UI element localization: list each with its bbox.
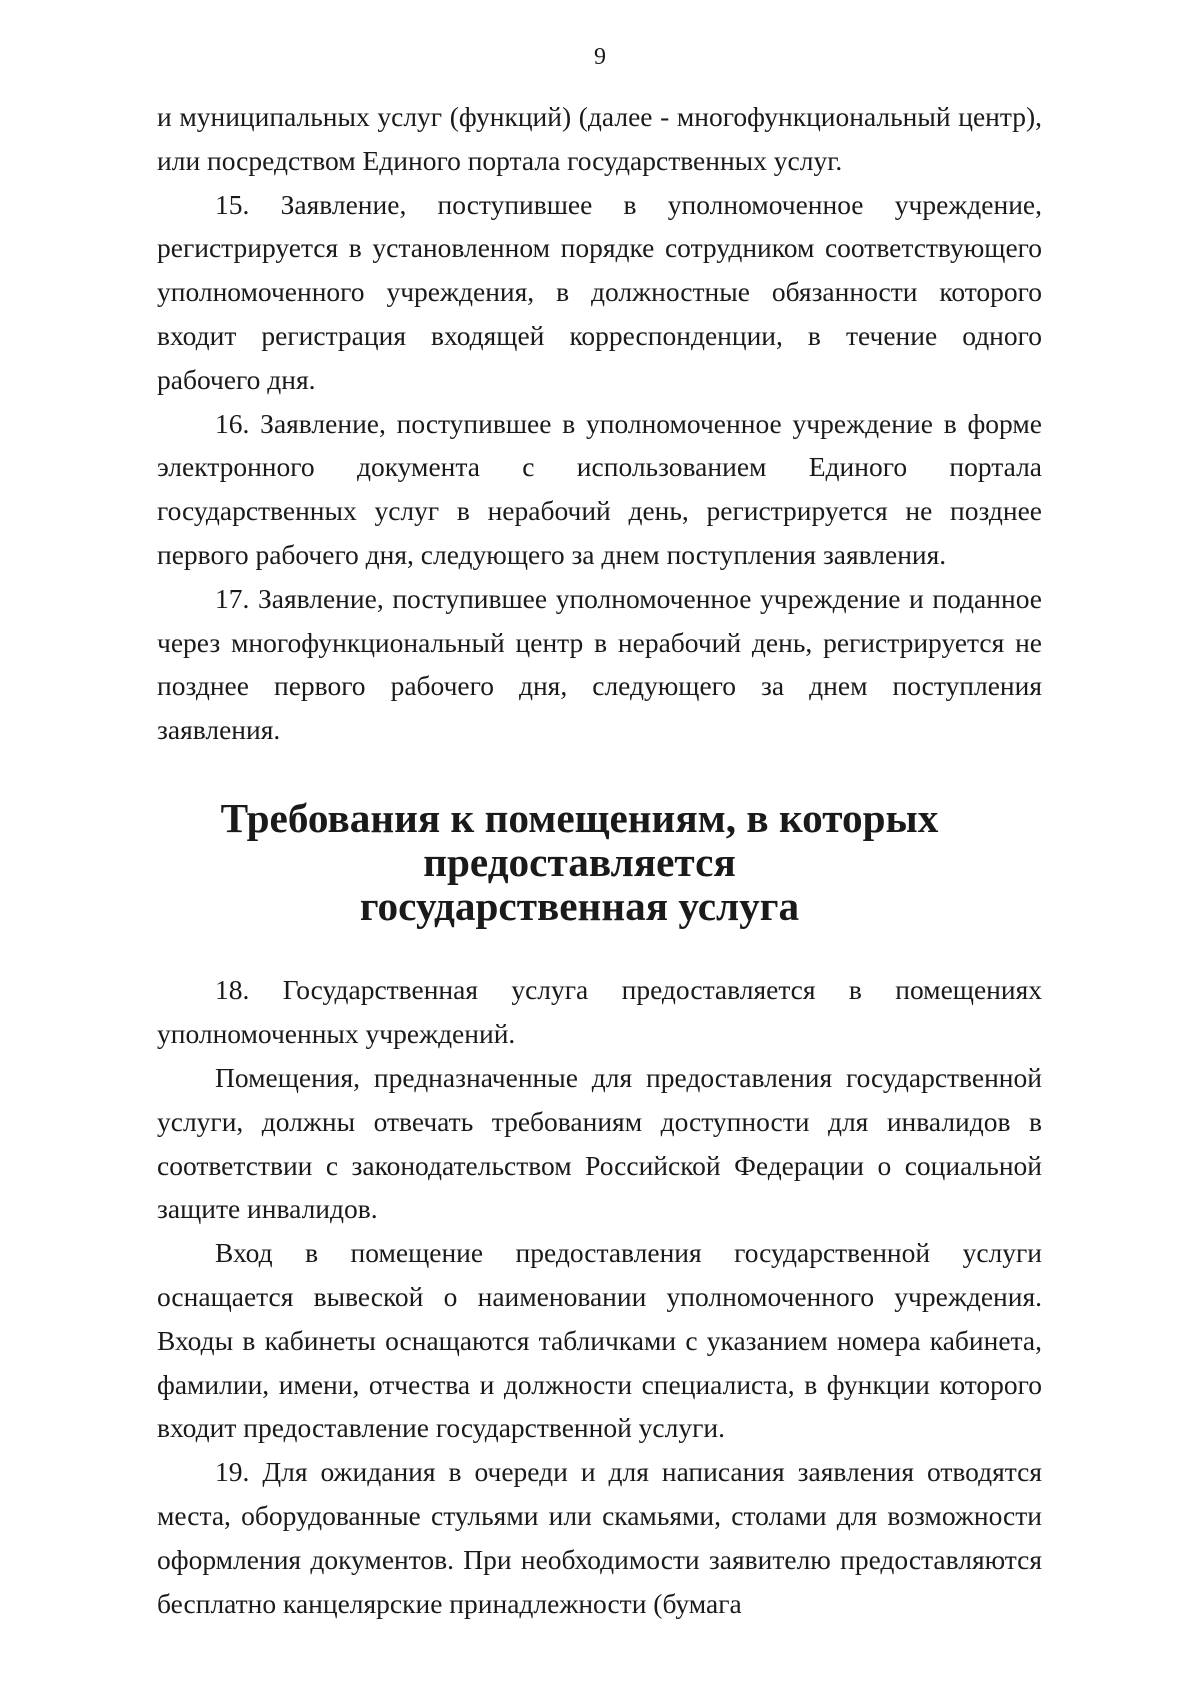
page-number: 9 — [594, 44, 606, 70]
document-body — [157, 95, 1042, 1625]
paragraph-entrance-signage: Вход в помещение предоставления государственной услуги оснащается вывеской о наименовании уполномоченного учреждения. Входы в кабинеты оснащаются табличками с указанием номера кабинета, фамилии, имени, отчества и должности специалиста, в функции которого входит предоставление государственной услуги. — [157, 1237, 1042, 1444]
paragraph-continuation: и муниципальных услуг (функций) (далее - многофункциональный центр), или посредством Единого портала государственных услуг. — [157, 101, 1042, 176]
paragraph-16: 16. Заявление, поступившее в уполномоченное учреждение в форме электронного документа с использованием Единого портала государственных услуг в нерабочий день, регистрируется не позднее первого рабочего дня, следующего за днем поступления заявления. — [157, 407, 1042, 570]
section-heading-line-1: Требования к помещениям, в которых предоставляется — [220, 794, 939, 885]
paragraph-19: 19. Для ожидания в очереди и для написания заявления отводятся места, оборудованные стульями или скамьями, столами для возможности оформления документов. При необходимости заявителю предоставляются бесплатно канцелярские принадлежности (бумага — [157, 1456, 1042, 1619]
paragraph-15: 15. Заявление, поступившее в уполномоченное учреждение, регистрируется в установленном порядке сотрудником соответствующего уполномоченного учреждения, в должностные обязанности которого входит регистрация входящей корреспонденции, в течение одного рабочего дня. — [157, 188, 1042, 395]
section-heading — [157, 752, 1042, 968]
paragraph-17: 17. Заявление, поступившее уполномоченное учреждение и поданное через многофункциональный центр в нерабочий день, регистрируется не позднее первого рабочего дня, следующего за днем поступления заявления. — [157, 582, 1042, 746]
section-heading-line-2: государственная услуга — [359, 882, 800, 929]
paragraph-premises-accessibility: Помещения, предназначенные для предоставления государственной услуги, должны отвечать требованиям доступности для инвалидов в соответствии с законодательством Российской Федерации о социальной защите инвалидов. — [157, 1061, 1042, 1225]
paragraph-18: 18. Государственная услуга предоставляется в помещениях уполномоченных учреждений. — [157, 974, 1042, 1050]
